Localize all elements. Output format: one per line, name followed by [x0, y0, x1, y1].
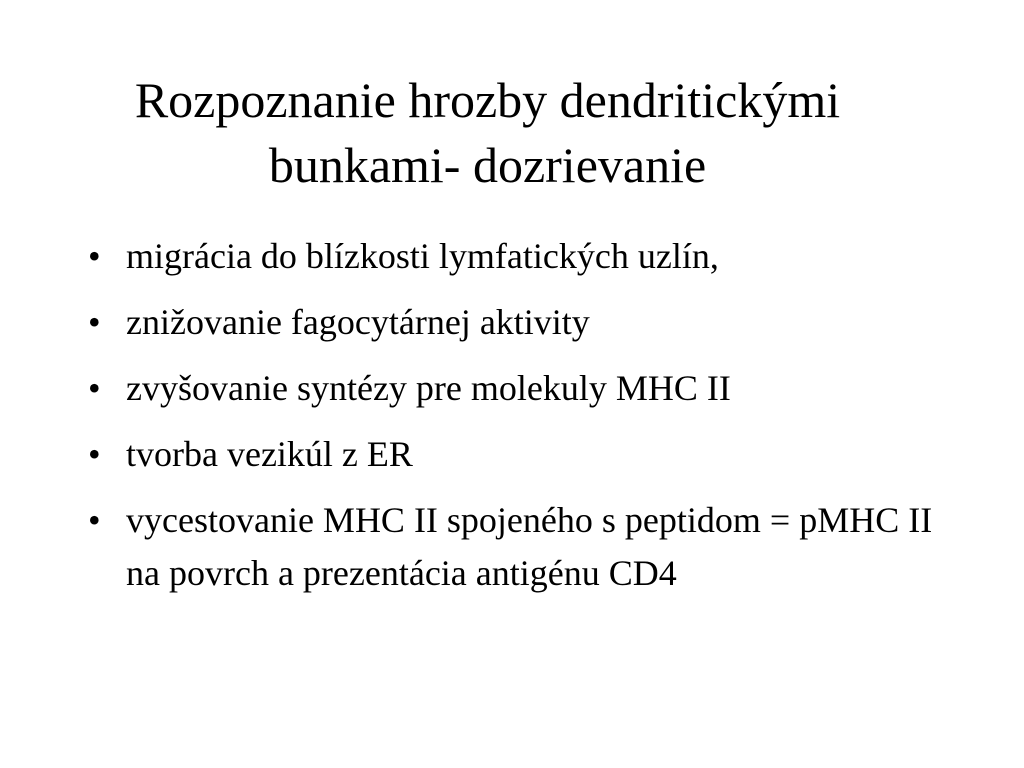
bullet-item-phagocytic-activity: [82, 296, 962, 349]
bullet-text: tvorba vezikúl z ER: [126, 434, 413, 474]
bullet-item-vesicles: [82, 428, 962, 481]
bullet-icon: •: [88, 368, 101, 408]
bullet-icon: •: [88, 500, 101, 540]
slide-title-line-2: bunkami- dozrievanie: [268, 137, 707, 193]
bullet-text: vycestovanie MHC II spojeného s peptidom = pMHC II na povrch a prezentácia antigénu CD4: [126, 500, 933, 593]
bullet-icon: •: [88, 236, 101, 276]
bullet-text: znižovanie fagocytárnej aktivity: [126, 302, 590, 342]
slide-title-line-1: Rozpoznanie hrozby dendritickými: [134, 72, 841, 128]
bullet-item-mhc-synthesis: [82, 362, 962, 415]
bullet-icon: •: [88, 302, 101, 342]
slide-title: [0, 68, 975, 198]
bullet-text: migrácia do blízkosti lymfatických uzlín,: [126, 236, 719, 276]
bullet-text: zvyšovanie syntézy pre molekuly MHC II: [126, 368, 731, 408]
bullet-item-antigen-presentation: [82, 494, 962, 600]
bullet-item-migration: [82, 230, 962, 283]
bullet-list: [82, 230, 962, 613]
bullet-icon: •: [88, 434, 101, 474]
